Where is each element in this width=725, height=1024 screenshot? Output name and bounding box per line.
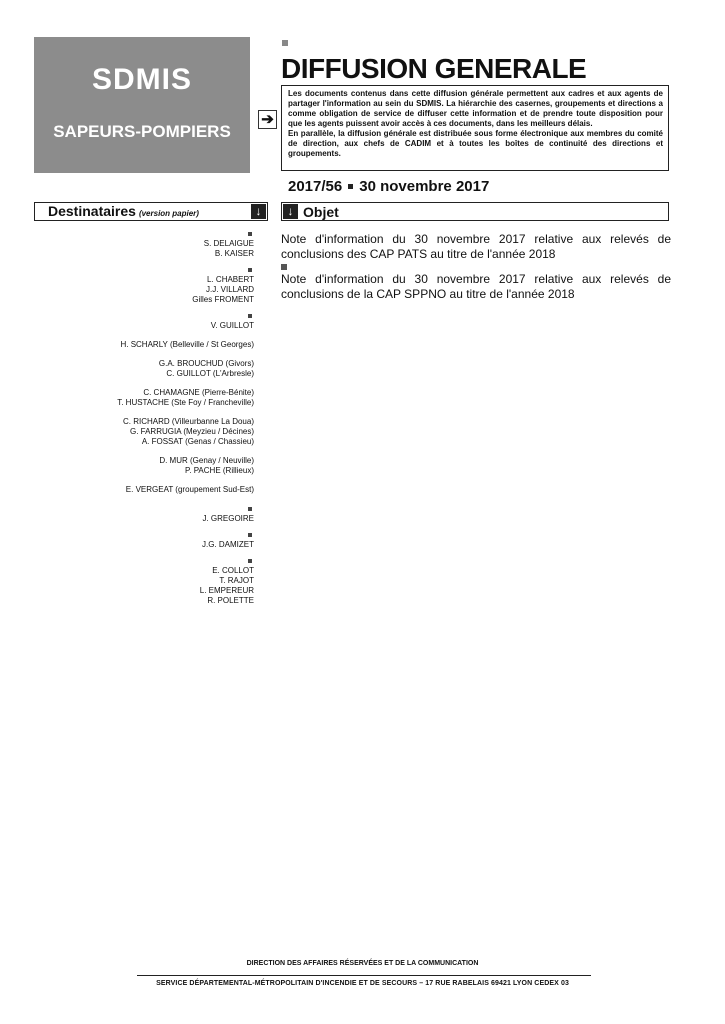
objet-label: Objet (303, 203, 339, 220)
destinataires-header (34, 202, 268, 221)
footer-address: SERVICE DÉPARTEMENTAL-MÉTROPOLITAIN D'INCENDIE ET DE SECOURS – 17 RUE RABELAIS 69421 LYON CEDEX 03 (156, 980, 569, 987)
bullet-square (248, 507, 252, 511)
recipient-group (14, 417, 254, 447)
recipient-name: L. EMPEREUR (199, 586, 254, 595)
recipient-group (14, 556, 254, 606)
bullet-square (281, 264, 287, 270)
recipient-list (14, 229, 254, 612)
footer-department: DIRECTION DES AFFAIRES RÉSERVÉES ET DE LA COMMUNICATION (246, 960, 479, 967)
bullet-square (348, 184, 353, 189)
bullet-square (282, 40, 288, 46)
recipient-group (14, 485, 254, 495)
arrow-down-icon: ↓ (251, 204, 266, 219)
footer-divider (137, 975, 591, 976)
recipient-name: J.J. VILLARD (205, 285, 254, 294)
reference-line (288, 178, 489, 195)
reference-number: 2017/56 (288, 178, 343, 195)
recipient-name: G.A. BROUCHUD (Givors) (158, 359, 254, 368)
intro-paragraph-1: Les documents contenus dans cette diffusion générale permettent aux cadres et aux agents de partager l'information au sein du SDMIS. La hiérarchie des casernes, groupements et directions a comme obligation de service de diffuser cette information et de prendre toute disposition pour que les agents puissent avoir accès à ces documents, dans les meilleurs délais. (288, 89, 663, 128)
logo-subtitle: SAPEURS-POMPIERS (53, 122, 231, 141)
recipient-group (14, 311, 254, 331)
bullet-square (248, 268, 252, 272)
objet-list (281, 232, 671, 302)
recipient-group (14, 504, 254, 524)
bullet-square (248, 232, 252, 236)
bullet-square (248, 314, 252, 318)
document-title: DIFFUSION GENERALE (281, 53, 587, 84)
recipient-name: S. DELAIGUE (203, 239, 254, 248)
recipient-name: C. RICHARD (Villeurbanne La Doua) (122, 417, 254, 426)
intro-box (281, 85, 669, 171)
intro-paragraph-2: En parallèle, la diffusion générale est distribuée sous forme électronique aux membres du comité de direction, aux chefs de CADIM et à toutes les boîtes de continuité des directions et groupements. (288, 129, 663, 158)
recipient-name: J. GREGOIRE (202, 514, 254, 523)
recipient-group (14, 456, 254, 476)
bullet-square (248, 559, 252, 563)
arrow-down-icon: ↓ (283, 204, 298, 219)
sdmis-logo (34, 37, 250, 173)
recipient-group (14, 530, 254, 550)
recipient-name: B. KAISER (214, 249, 254, 258)
arrow-right-icon: ➔ (258, 110, 277, 129)
recipient-name: R. POLETTE (207, 596, 254, 605)
recipient-name: Gilles FROMENT (192, 295, 254, 304)
objet-header (281, 202, 669, 221)
recipient-name: T. RAJOT (219, 576, 254, 585)
recipient-name: A. FOSSAT (Genas / Chassieu) (141, 437, 254, 446)
logo-title: SDMIS (91, 63, 192, 96)
recipient-group (14, 265, 254, 305)
recipient-name: G. FARRUGIA (Meyzieu / Décines) (129, 427, 254, 436)
recipient-group (14, 359, 254, 379)
objet-item-1: Note d'information du 30 novembre 2017 relative aux relevés de conclusions des CAP PATS au titre de l'année 2018 (281, 232, 671, 261)
recipient-name: J.G. DAMIZET (202, 540, 254, 549)
recipient-name: L. CHABERT (207, 275, 254, 284)
recipient-group (14, 340, 254, 350)
recipient-group (14, 229, 254, 259)
recipient-group (14, 388, 254, 408)
recipient-name: C. CHAMAGNE (Pierre-Bénite) (143, 388, 254, 397)
reference-date: 30 novembre 2017 (359, 178, 490, 195)
destinataires-sublabel: (version papier) (138, 208, 199, 218)
objet-item-2: Note d'information du 30 novembre 2017 relative aux relevés de conclusions de la CAP SPPNO au titre de l'année 2018 (281, 272, 671, 301)
recipient-name: P. PACHE (Rillieux) (184, 466, 254, 475)
recipient-name: T. HUSTACHE (Ste Foy / Francheville) (117, 398, 254, 407)
bullet-square (248, 533, 252, 537)
recipient-name: E. VERGEAT (groupement Sud-Est) (125, 485, 254, 494)
recipient-name: C. GUILLOT (L'Arbresle) (166, 369, 254, 378)
recipient-name: E. COLLOT (212, 566, 254, 575)
recipient-name: H. SCHARLY (Belleville / St Georges) (120, 340, 254, 349)
recipient-name: V. GUILLOT (210, 321, 254, 330)
destinataires-label: Destinataires (48, 202, 136, 219)
recipient-name: D. MUR (Genay / Neuville) (159, 456, 254, 465)
